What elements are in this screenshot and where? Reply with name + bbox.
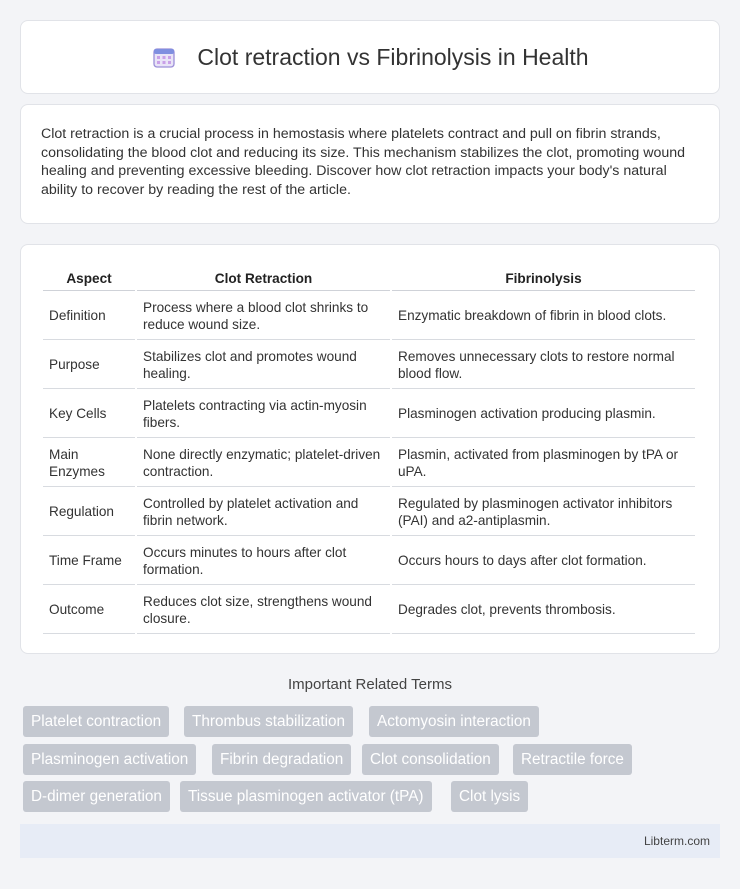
related-term-tag[interactable]: Plasminogen activation: [23, 744, 196, 775]
related-terms-title: Important Related Terms: [288, 676, 452, 693]
table-row: [43, 538, 695, 585]
clot-retraction-cell: Process where a blood clot shrinks to reduce wound size.: [137, 293, 390, 340]
related-term-tag[interactable]: Clot lysis: [451, 781, 528, 812]
clot-retraction-cell: None directly enzymatic; platelet-driven contraction.: [137, 440, 390, 487]
fibrinolysis-cell: Occurs hours to days after clot formation.: [392, 538, 695, 585]
related-term-tag[interactable]: Fibrin degradation: [212, 744, 351, 775]
related-term-tag[interactable]: Retractile force: [513, 744, 632, 775]
related-term-tag[interactable]: D-dimer generation: [23, 781, 170, 812]
clot-retraction-cell: Stabilizes clot and promotes wound healing.: [137, 342, 390, 389]
clot-retraction-cell: Platelets contracting via actin-myosin fibers.: [137, 391, 390, 438]
title-card: [20, 20, 720, 94]
related-term-tag[interactable]: Tissue plasminogen activator (tPA): [180, 781, 432, 812]
footer-site-link[interactable]: Libterm.com: [643, 834, 710, 848]
aspect-cell: Purpose: [43, 342, 135, 389]
fibrinolysis-cell: Regulated by plasminogen activator inhibitors (PAI) and a2-antiplasmin.: [392, 489, 695, 536]
page-title: Clot retraction vs Fibrinolysis in Health: [197, 43, 589, 70]
related-term-tag[interactable]: Actomyosin interaction: [369, 706, 539, 737]
column-header: Clot Retraction: [137, 267, 390, 291]
intro-card: [20, 104, 720, 224]
clot-retraction-cell: Occurs minutes to hours after clot formation.: [137, 538, 390, 585]
table-row: [43, 293, 695, 340]
clot-retraction-cell: Reduces clot size, strengthens wound closure.: [137, 587, 390, 634]
table-row: [43, 440, 695, 487]
aspect-cell: Key Cells: [43, 391, 135, 438]
intro-text: Clot retraction is a crucial process in hemostasis where platelets contract and pull on fibrin strands, consolidating the blood clot and reducing its size. This mechanism stabilizes the clot, promoting wound healing and preventing excessive bleeding. Discover how clot retraction impacts your body's natural ability to recover by reading the rest of the article.: [41, 126, 686, 198]
column-header: Aspect: [43, 267, 135, 291]
fibrinolysis-cell: Removes unnecessary clots to restore normal blood flow.: [392, 342, 695, 389]
fibrinolysis-cell: Degrades clot, prevents thrombosis.: [392, 587, 695, 634]
aspect-cell: Regulation: [43, 489, 135, 536]
aspect-cell: Outcome: [43, 587, 135, 634]
fibrinolysis-cell: Enzymatic breakdown of fibrin in blood clots.: [392, 293, 695, 340]
column-header: Fibrinolysis: [392, 267, 695, 291]
calendar-icon: [151, 44, 177, 70]
related-term-tag[interactable]: Platelet contraction: [23, 706, 169, 737]
table-header-row: [43, 267, 695, 291]
comparison-card: [20, 244, 720, 654]
aspect-cell: Definition: [43, 293, 135, 340]
comparison-table: [41, 265, 697, 636]
clot-retraction-cell: Controlled by platelet activation and fibrin network.: [137, 489, 390, 536]
table-row: [43, 587, 695, 634]
aspect-cell: Main Enzymes: [43, 440, 135, 487]
fibrinolysis-cell: Plasminogen activation producing plasmin.: [392, 391, 695, 438]
footer: [20, 824, 720, 858]
related-term-tag[interactable]: Thrombus stabilization: [184, 706, 353, 737]
table-row: [43, 489, 695, 536]
table-row: [43, 342, 695, 389]
table-row: [43, 391, 695, 438]
aspect-cell: Time Frame: [43, 538, 135, 585]
fibrinolysis-cell: Plasmin, activated from plasminogen by tPA or uPA.: [392, 440, 695, 487]
related-term-tag[interactable]: Clot consolidation: [362, 744, 499, 775]
